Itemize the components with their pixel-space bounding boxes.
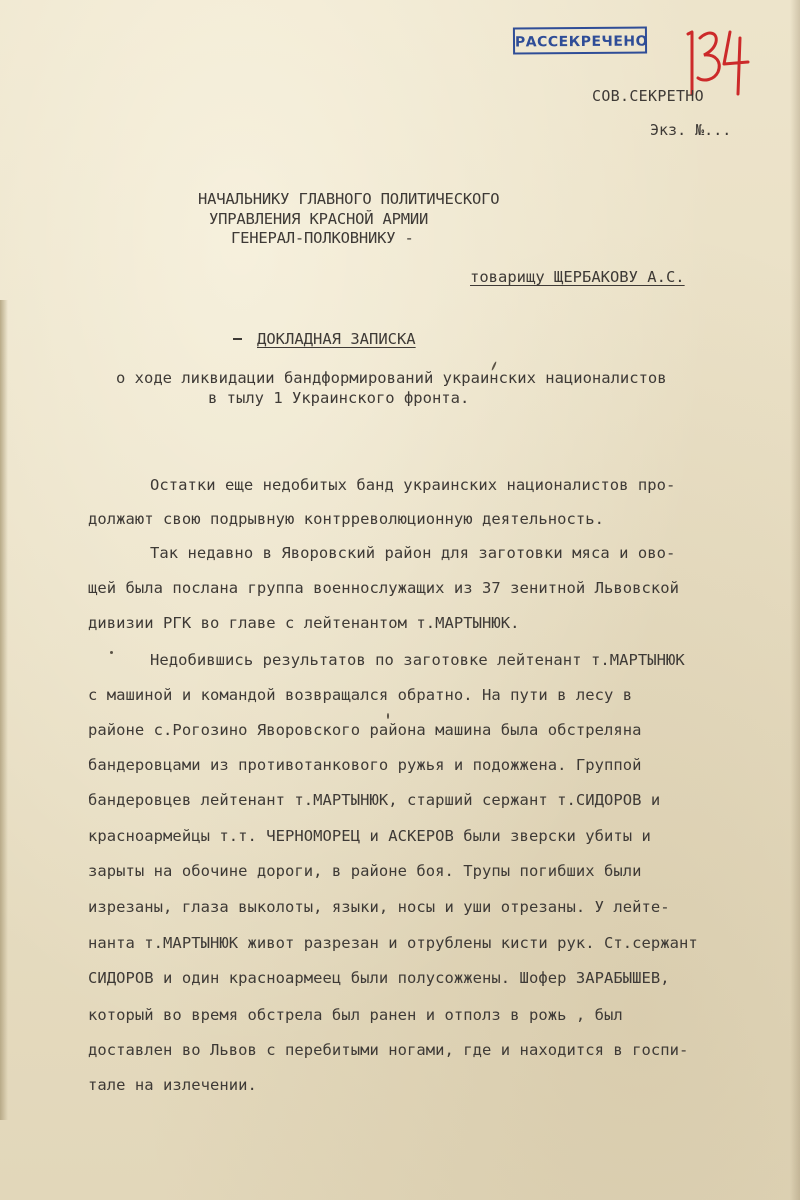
page-binding-edge (0, 300, 8, 1120)
body-line: который во время обстрела был ранен и отполз в рожь , был (88, 1006, 623, 1024)
addressee-line-3: ГЕНЕРАЛ-ПОЛКОВНИКУ - (231, 229, 414, 247)
body-line: щей была послана группа военнослужащих из 37 зенитной Львовской (88, 579, 680, 597)
body-line: зарыты на обочине дороги, в районе боя. Трупы погибших были (88, 862, 642, 880)
body-line: районе с.Рогозино Яворовского района машина была обстреляна (88, 721, 642, 739)
body-line: СИДОРОВ и один красноармеец были полусожжены. Шофер ЗАРАБЫШЕВ, (88, 969, 670, 987)
document-subtitle-line-1: о ходе ликвидации бандформирований украинских националистов (116, 369, 667, 387)
title-dash-mark (233, 338, 242, 340)
body-line: Остатки еще недобитых банд украинских националистов про- (150, 476, 676, 494)
addressee-name: товарищу ЩЕРБАКОВУ А.С. (470, 268, 685, 286)
paper-speck (387, 713, 389, 719)
folio-digit-1 (688, 32, 692, 94)
document-title: ДОКЛАДНАЯ ЗАПИСКА (257, 330, 416, 348)
body-line: Так недавно в Яворовский район для заготовки мяса и ово- (150, 544, 676, 562)
page-edge-shadow (790, 0, 800, 1200)
addressee-line-2: УПРАВЛЕНИЯ КРАСНОЙ АРМИИ (209, 210, 429, 228)
body-line: изрезаны, глаза выколоты, языки, носы и уши отрезаны. У лейте- (88, 898, 670, 916)
body-line: доставлен во Львов с перебитыми ногами, где и находится в госпи- (88, 1041, 689, 1059)
declassified-stamp: РАССЕКРЕЧЕНО (513, 27, 647, 55)
folio-number-handwritten (678, 28, 750, 96)
body-line: должают свою подрывную контрреволюционную деятельность. (88, 510, 604, 528)
classification-mark: СОВ.СЕКРЕТНО (592, 87, 704, 105)
addressee-line-1: НАЧАЛЬНИКУ ГЛАВНОГО ПОЛИТИЧЕСКОГО (198, 190, 500, 208)
folio-digit-3 (698, 33, 719, 80)
document-subtitle-line-2: в тылу 1 Украинского фронта. (208, 389, 470, 407)
body-line: бандеровцами из противотанкового ружья и подожжена. Группой (88, 756, 642, 774)
body-line: красноармейцы т.т. ЧЕРНОМОРЕЦ и АСКЕРОВ были зверски убиты и (88, 827, 651, 845)
body-line: Недобившись результатов по заготовке лейтенант т.МАРТЫНЮК (150, 651, 685, 669)
body-line: с машиной и командой возвращался обратно. На пути в лесу в (88, 686, 633, 704)
paper-speck (110, 651, 113, 654)
copy-number: Экз. №... (650, 121, 732, 139)
folio-digit-4 (724, 32, 748, 94)
body-line: бандеровцев лейтенант т.МАРТЫНЮК, старший сержант т.СИДОРОВ и (88, 791, 661, 809)
body-line: тале на излечении. (88, 1076, 257, 1094)
body-line: дивизии РГК во главе с лейтенантом т.МАРТЫНЮК. (88, 614, 520, 632)
body-line: нанта т.МАРТЫНЮК живот разрезан и отрублены кисти рук. Ст.сержант (88, 934, 698, 952)
